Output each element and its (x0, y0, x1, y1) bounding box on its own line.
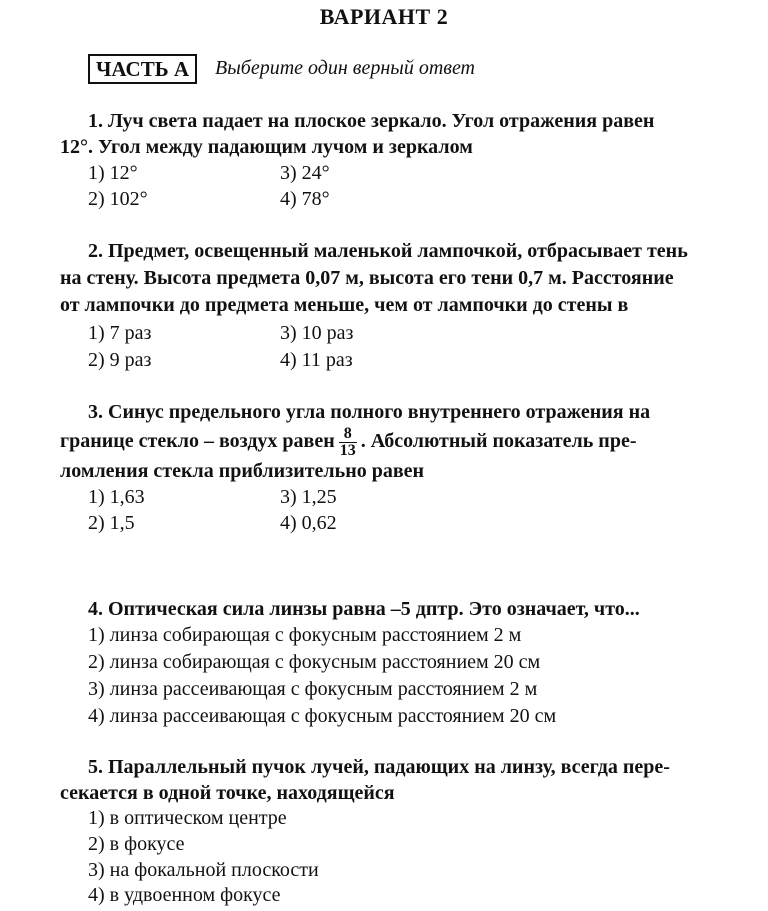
answer-option: 3) 24° (280, 162, 330, 184)
answer-option: 4) 0,62 (280, 512, 337, 534)
part-label: ЧАСТЬ А (88, 54, 197, 84)
answer-option: 4) 11 раз (280, 349, 353, 371)
answer-option: 2) 9 раз (88, 349, 152, 371)
answer-option: 4) в удвоенном фокусе (88, 884, 281, 906)
answer-option: 2) в фокусе (88, 833, 185, 855)
question-text-fragment: границе стекло – воздух равен (60, 430, 335, 453)
answer-option: 1) 12° (88, 162, 138, 184)
question-text-line: на стену. Высота предмета 0,07 м, высота его тени 0,7 м. Расстояние (60, 267, 674, 289)
question-text-line (60, 426, 636, 459)
question-text-line: 1. Луч света падает на плоское зеркало. Угол отражения равен (88, 110, 655, 132)
fraction (339, 426, 357, 459)
part-instruction: Выберите один верный ответ (215, 57, 475, 79)
page-title: ВАРИАНТ 2 (319, 4, 449, 29)
answer-option: 1) 1,63 (88, 486, 145, 508)
answer-option: 3) 10 раз (280, 322, 354, 344)
answer-option: 4) линза рассеивающая с фокусным расстоянием 20 см (88, 705, 557, 727)
answer-option: 1) в оптическом центре (88, 807, 287, 829)
answer-option: 1) 7 раз (88, 322, 152, 344)
answer-option: 2) 1,5 (88, 512, 135, 534)
answer-option: 2) 102° (88, 188, 148, 210)
question-text-line: 4. Оптическая сила линзы равна –5 дптр. Это означает, что... (88, 598, 640, 620)
question-text-line: от лампочки до предмета меньше, чем от лампочки до стены в (60, 294, 629, 316)
answer-option: 3) на фокальной плоскости (88, 859, 319, 881)
question-text-line: ломления стекла приблизительно равен (60, 460, 425, 482)
question-text-line: 2. Предмет, освещенный маленькой лампочкой, отбрасывает тень (88, 240, 688, 262)
fraction-numerator: 8 (339, 426, 357, 443)
answer-option: 3) 1,25 (280, 486, 337, 508)
answer-option: 4) 78° (280, 188, 330, 210)
question-text-fragment: . Абсолютный показатель пре- (360, 430, 637, 453)
fraction-denominator: 13 (339, 442, 356, 459)
question-text-line: 5. Параллельный пучок лучей, падающих на линзу, всегда пере- (88, 756, 670, 778)
question-text-line: секается в одной точке, находящейся (60, 782, 395, 804)
answer-option: 1) линза собирающая с фокусным расстоянием 2 м (88, 624, 522, 646)
question-text-line: 3. Синус предельного угла полного внутреннего отражения на (88, 401, 651, 423)
answer-option: 2) линза собирающая с фокусным расстоянием 20 см (88, 651, 541, 673)
question-text-line: 12°. Угол между падающим лучом и зеркалом (60, 136, 473, 158)
answer-option: 3) линза рассеивающая с фокусным расстоянием 2 м (88, 678, 538, 700)
